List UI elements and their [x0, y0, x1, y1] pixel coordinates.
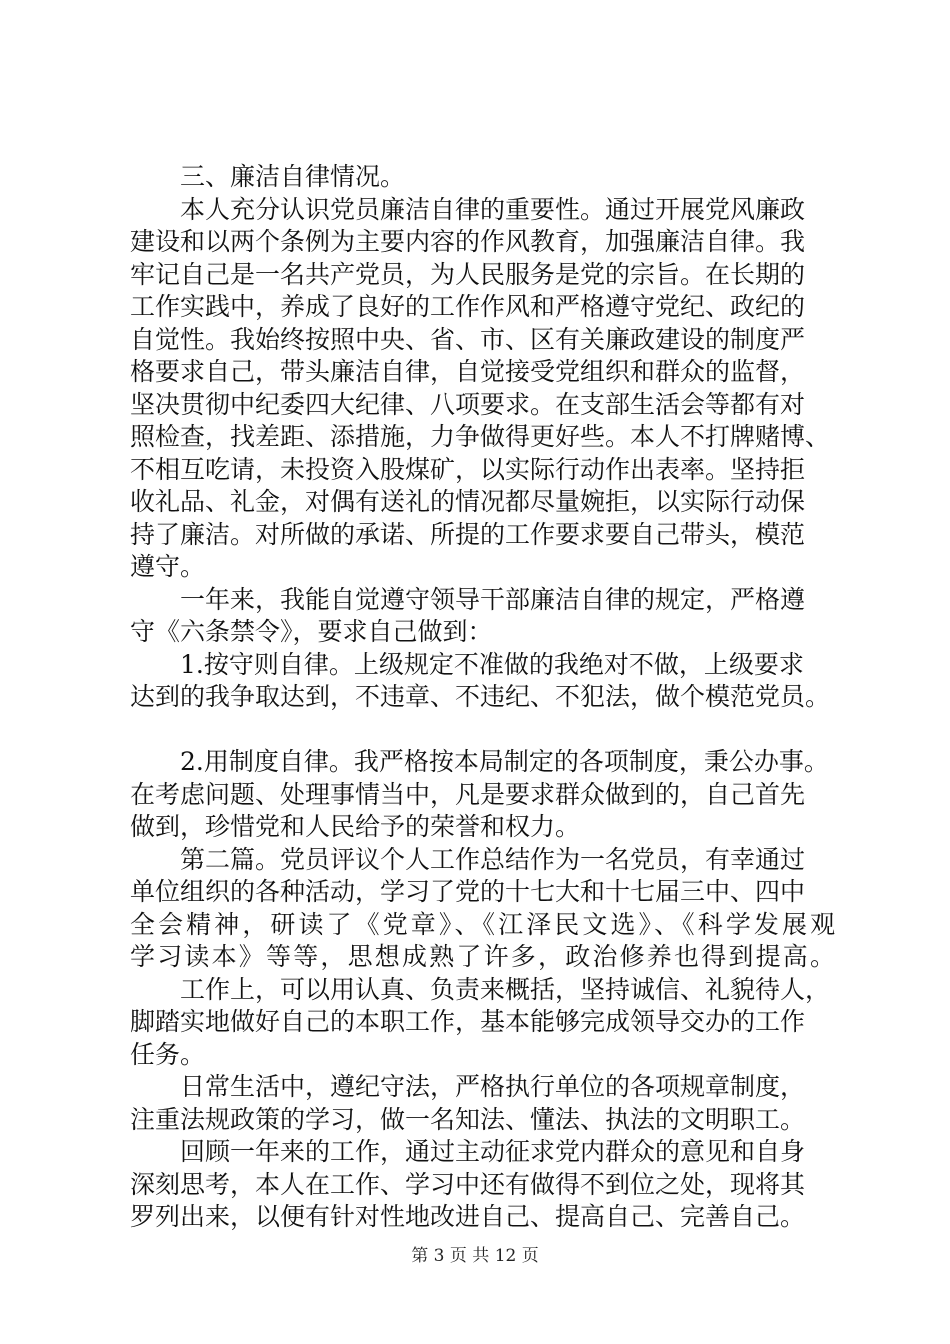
list-item: 1.按守则自律。上级规定不准做的我绝对不做，上级要求 — [180, 650, 804, 679]
text-line: 深刻思考，本人在工作、学习中还有做得不到位之处，现将其 — [130, 1170, 806, 1199]
text-line: 遵守。 — [130, 552, 206, 581]
text-line: 罗列出来，以便有针对性地改进自己、提高自己、完善自己。 — [130, 1202, 806, 1231]
text-line: 回顾一年来的工作，通过主动征求党内群众的意见和自身 — [180, 1137, 806, 1166]
text-line: 单位组织的各种活动，学习了党的十七大和十七届三中、四中 — [130, 877, 806, 906]
text-line: 在考虑问题、处理事情当中，凡是要求群众做到的，自己首先 — [130, 780, 806, 809]
text-line: 全会精神，研读了《党章》、《江泽民文选》、《科学发展观 — [130, 910, 839, 939]
text-line: 坚决贯彻中纪委四大纪律、八项要求。在支部生活会等都有对 — [130, 390, 806, 419]
text-line: 守《六条禁令》，要求自己做到： — [130, 617, 493, 646]
text-line: 第二篇。党员评议个人工作总结作为一名党员，有幸通过 — [180, 845, 806, 874]
text-line: 工作上，可以用认真、负责来概括，坚持诚信、礼貌待人， — [180, 975, 831, 1004]
text-line: 任务。 — [130, 1040, 206, 1069]
text-line: 做到，珍惜党和人民给予的荣誉和权力。 — [130, 812, 581, 841]
text-line: 工作实践中，养成了良好的工作作风和严格遵守党纪、政纪的 — [130, 292, 806, 321]
text-line: 格要求自己，带头廉洁自律，自觉接受党组织和群众的监督， — [130, 357, 806, 386]
section-heading: 三、廉洁自律情况。 — [180, 162, 406, 191]
text-line: 达到的我争取达到，不违章、不违纪、不犯法，做个模范党员。 — [130, 682, 831, 711]
text-line: 日常生活中，遵纪守法，严格执行单位的各项规章制度， — [180, 1072, 806, 1101]
list-item: 2.用制度自律。我严格按本局制定的各项制度，秉公办事。 — [180, 747, 829, 776]
text-line: 自觉性。我始终按照中央、省、市、区有关廉政建设的制度严 — [130, 325, 806, 354]
text-line: 照检查，找差距、添措施，力争做得更好些。本人不打牌赌博、 — [130, 422, 831, 451]
text-line: 一年来，我能自觉遵守领导干部廉洁自律的规定，严格遵 — [180, 585, 806, 614]
text-line: 不相互吃请，未投资入股煤矿，以实际行动作出表率。坚持拒 — [130, 455, 806, 484]
text-line: 学习读本》等等，思想成熟了许多，政治修养也得到提高。 — [130, 942, 838, 971]
page-number-footer: 第 3 页 共 12 页 — [411, 1246, 539, 1266]
text-line: 注重法规政策的学习，做一名知法、懂法、执法的文明职工。 — [130, 1105, 806, 1134]
text-line: 牢记自己是一名共产党员，为人民服务是党的宗旨。在长期的 — [130, 260, 806, 289]
text-line: 脚踏实地做好自己的本职工作，基本能够完成领导交办的工作 — [130, 1007, 806, 1036]
text-line: 建设和以两个条例为主要内容的作风教育，加强廉洁自律。我 — [130, 227, 806, 256]
text-line: 持了廉洁。对所做的承诺、所提的工作要求要自己带头，模范 — [130, 520, 806, 549]
text-line: 收礼品、礼金，对偶有送礼的情况都尽量婉拒，以实际行动保 — [130, 487, 806, 516]
text-line: 本人充分认识党员廉洁自律的重要性。通过开展党风廉政 — [180, 195, 806, 224]
